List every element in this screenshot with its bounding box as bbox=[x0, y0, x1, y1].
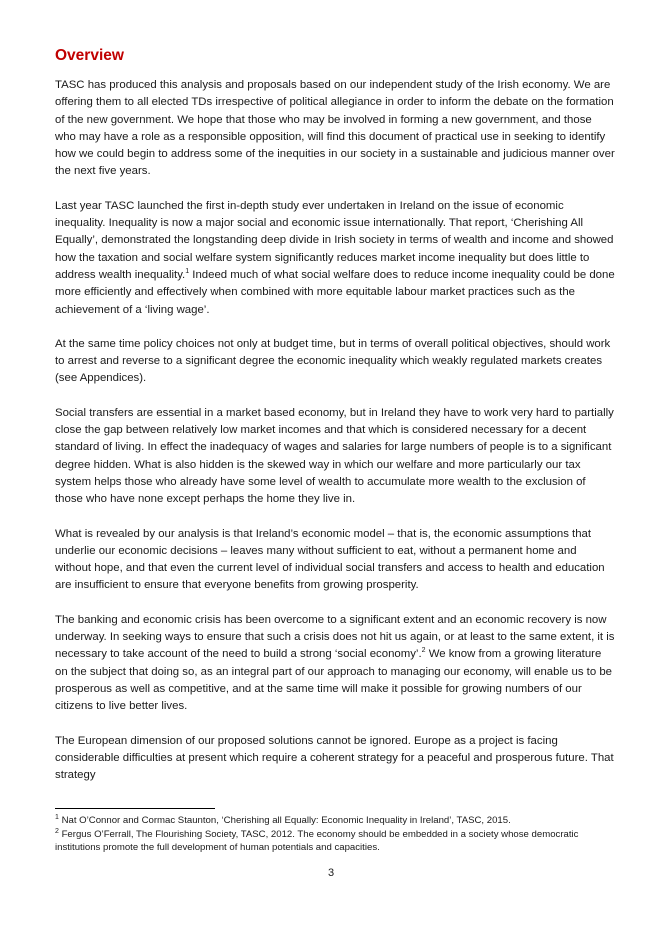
paragraph-text: Last year TASC launched the first in-depth study ever undertaken in Ireland on the issue of economic inequality. Inequality is now a major social and economic issue internationally. That report, ‘Cherishing All Equally’, demonstrated the longstanding deep divide in Irish society in terms of wealth and income and showed how the taxation and social welfare system significantly reduces market income inequality but does little to address wealth inequality. bbox=[55, 199, 614, 281]
page-number: 3 bbox=[327, 867, 335, 879]
paragraph-intro: TASC has produced this analysis and proposals based on our independent study of the Irish economy. We are offering them to all elected TDs irrespective of political allegiance in order to inform the debate on the formation of the new government. We hope that those who may be involved in forming a new government, and those who may have a role as a responsible opposition, will find this document of practical use in seeking to identify how we could begin to address some of the inequities in our society in a sustainable and judicious manner over the next five years. bbox=[55, 79, 615, 178]
paragraph-policy-choices: At the same time policy choices not only at budget time, but in terms of overall political objectives, should work to arrest and reverse to a significant degree the economic inequality which weakly regulated markets creates (see Appendices). bbox=[55, 337, 611, 385]
footnote-number: 1 bbox=[55, 813, 59, 821]
paragraph-text: Indeed much of what social welfare does to reduce income inequality could be done more efficiently and effectively when combined with more equitable labour market practices such as the achievement of a ‘living wage’. bbox=[55, 268, 615, 316]
paragraph-text: We know from a growing literature on the subject that doing so, as an integral part of our approach to managing our economy, will enable us to be prosperous as well as competitive, and at the same time will make it possible for growing numbers of our citizens to live better lives. bbox=[55, 648, 613, 713]
footnotes bbox=[55, 814, 615, 855]
footnote-divider bbox=[55, 808, 215, 809]
page-body bbox=[55, 46, 615, 801]
paragraph-social-transfers: Social transfers are essential in a market based economy, but in Ireland they have to work very hard to partially close the gap between relatively low market incomes and that which is considered necessary for a decent standard of living. In effect the inadequacy of wages and salaries for large numbers of people is to a significant degree hidden. What is also hidden is the skewed way in which our welfare and more particularly our tax system helps those who already have some level of wealth to accumulate more wealth to the exclusion of those who have none except perhaps the home they live in. bbox=[55, 406, 614, 506]
paragraph-text: The banking and economic crisis has been overcome to a significant extent and an economic recovery is now underway. In seeking ways to ensure that such a crisis does not hit us again, or at least to the same extent, it is necessary to take account of the need to build a strong ‘social economy’. bbox=[55, 613, 615, 661]
footnote-ref-1[interactable]: 1 bbox=[185, 268, 190, 276]
paragraph-banking-crisis bbox=[55, 612, 615, 716]
footnote-text: Fergus O’Ferrall, The Flourishing Society, TASC, 2012. The economy should be embedded in a society whose democratic institutions promote the full development of human potentials and capacities. bbox=[55, 828, 579, 853]
paragraph-european-dimension: The European dimension of our proposed solutions cannot be ignored. Europe as a project is facing considerable difficulties at present which require a coherent strategy for a peaceful and prosperous future. That strategy bbox=[55, 734, 614, 782]
paragraph-inequality-study bbox=[55, 198, 615, 319]
paragraph-economic-model: What is revealed by our analysis is that Ireland’s economic model – that is, the economic assumptions that underlie our economic decisions – leaves many without sufficient to eat, without a permanent home and without hope, and that even the current level of individual social transfers and access to health and education are insufficient to ensure that everyone benefits from growing prosperity. bbox=[55, 527, 605, 592]
footnote-ref-2[interactable]: 2 bbox=[421, 647, 426, 655]
footnote-number: 2 bbox=[55, 827, 59, 835]
footnote-text: Nat O’Connor and Cormac Staunton, ‘Cherishing all Equally: Economic Inequality in Ireland’, TASC, 2015. bbox=[58, 815, 511, 826]
footnote-2 bbox=[55, 828, 615, 855]
section-heading: Overview bbox=[55, 47, 124, 64]
footnote-1 bbox=[55, 814, 615, 828]
